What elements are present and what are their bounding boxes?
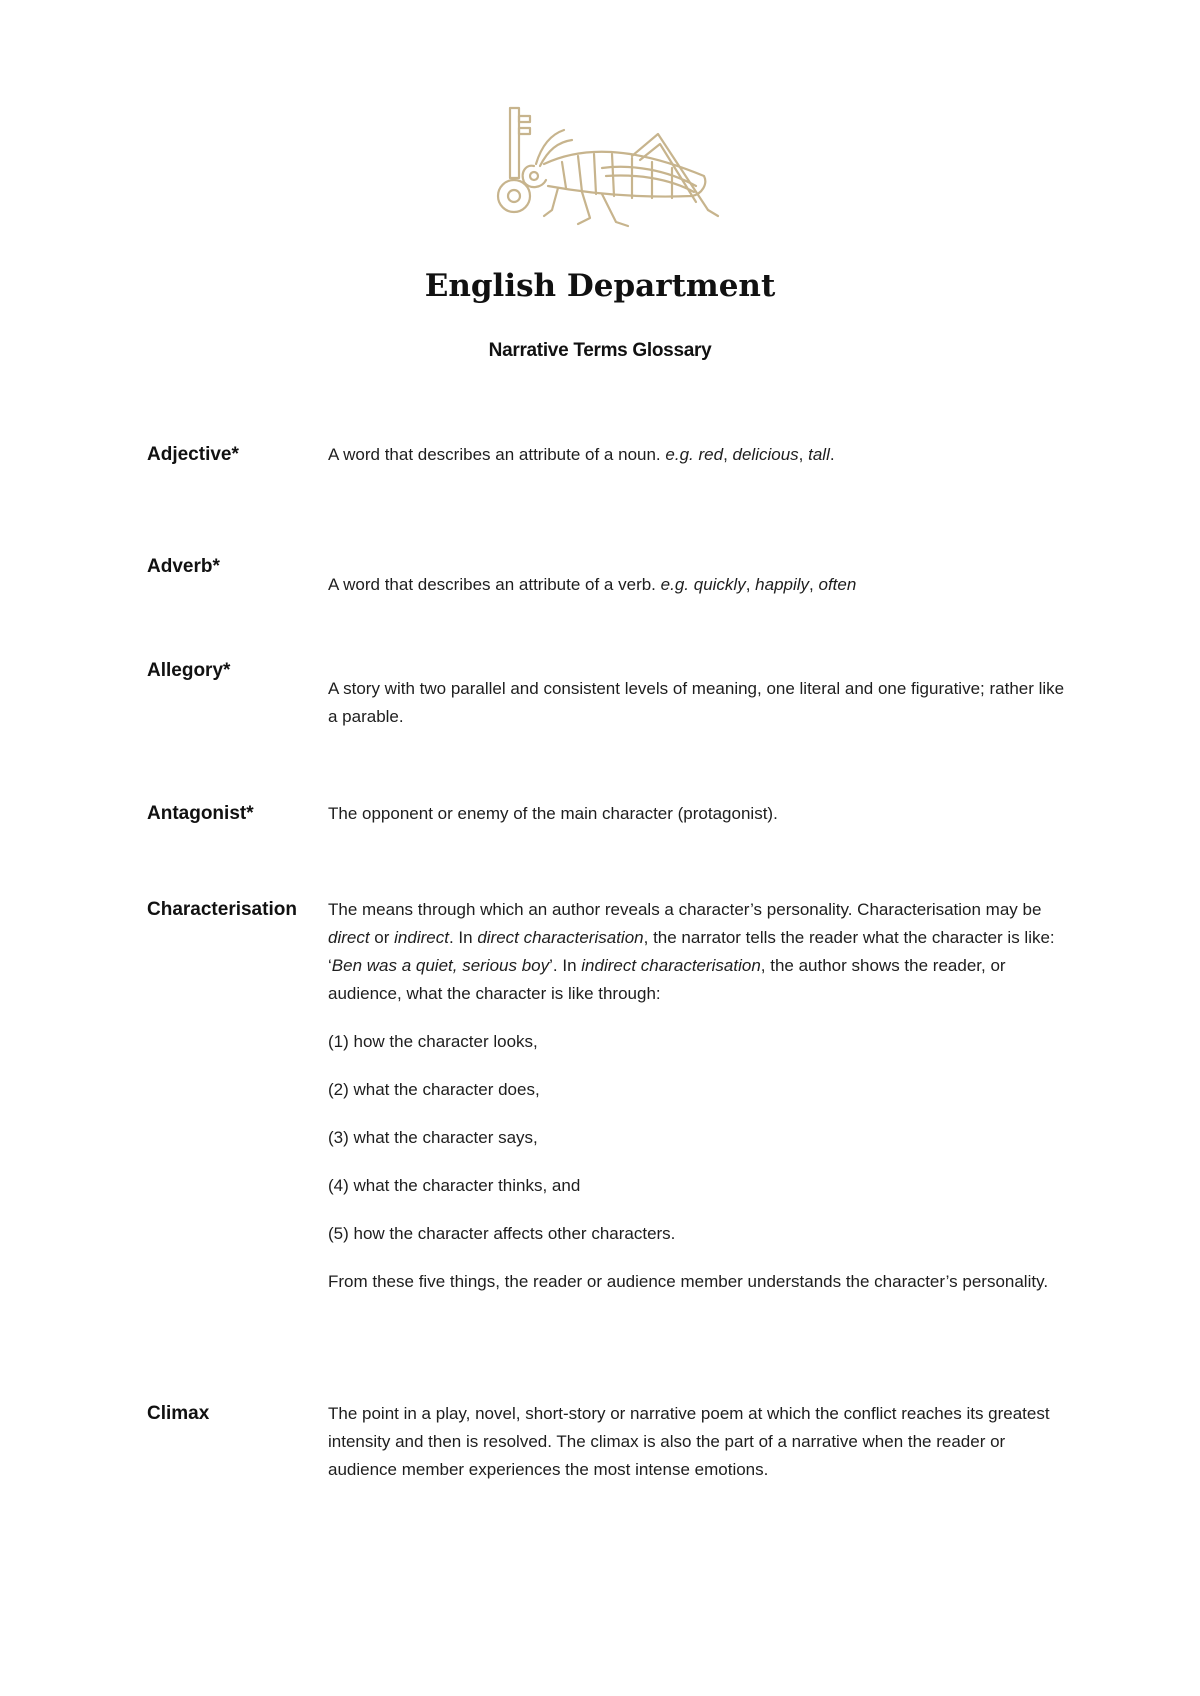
term-antagonist: Antagonist*	[147, 803, 254, 824]
characterisation-closing: From these five things, the reader or audience member understands the character’s personality.	[328, 1272, 1049, 1291]
definition-climax: The point in a play, novel, short-story or narrative poem at which the conflict reaches its greatest intensity and then is resolved. The climax is also the part of a narrative when the reader or audience member experiences the most intense emotions.	[328, 1404, 1050, 1479]
page-subtitle: Narrative Terms Glossary	[488, 340, 712, 361]
definition-adjective: A word that describes an attribute of a noun. e.g. red, delicious, tall.	[328, 445, 835, 464]
term-adjective: Adjective*	[147, 444, 239, 465]
definition-adverb: A word that describes an attribute of a verb. e.g. quickly, happily, often	[328, 575, 857, 594]
definition-characterisation: The means through which an author reveals a character’s personality. Characterisation may be direct or indirect. In direct characterisation, the narrator tells the reader what the character is like: ‘Ben was a quiet, serious boy’. In indirect characterisation, the author shows the reader, or audience, what the character is like through: (1) how the character looks, (2) what the character does, (3) what the character says, (4) what the character thinks, and (5) how the character affects other characters. From these five things, the reader or audience member understands the character’s personality.	[328, 896, 1068, 1296]
definition-allegory: A story with two parallel and consistent levels of meaning, one literal and one figurative; rather like a parable.	[328, 679, 1065, 726]
term-climax: Climax	[147, 1403, 210, 1424]
grasshopper-key-icon	[482, 106, 722, 234]
definition-antagonist: The opponent or enemy of the main character (protagonist).	[328, 804, 778, 823]
term-adverb: Adverb*	[147, 556, 220, 577]
page-title: English Department	[424, 268, 776, 304]
list-item: (1) how the character looks,	[328, 1032, 538, 1051]
term-characterisation: Characterisation	[147, 899, 297, 920]
list-item: (5) how the character affects other characters.	[328, 1224, 676, 1243]
list-item: (3) what the character says,	[328, 1128, 538, 1147]
list-item: (2) what the character does,	[328, 1080, 540, 1099]
term-allegory: Allegory*	[147, 660, 231, 681]
list-item: (4) what the character thinks, and	[328, 1176, 581, 1195]
